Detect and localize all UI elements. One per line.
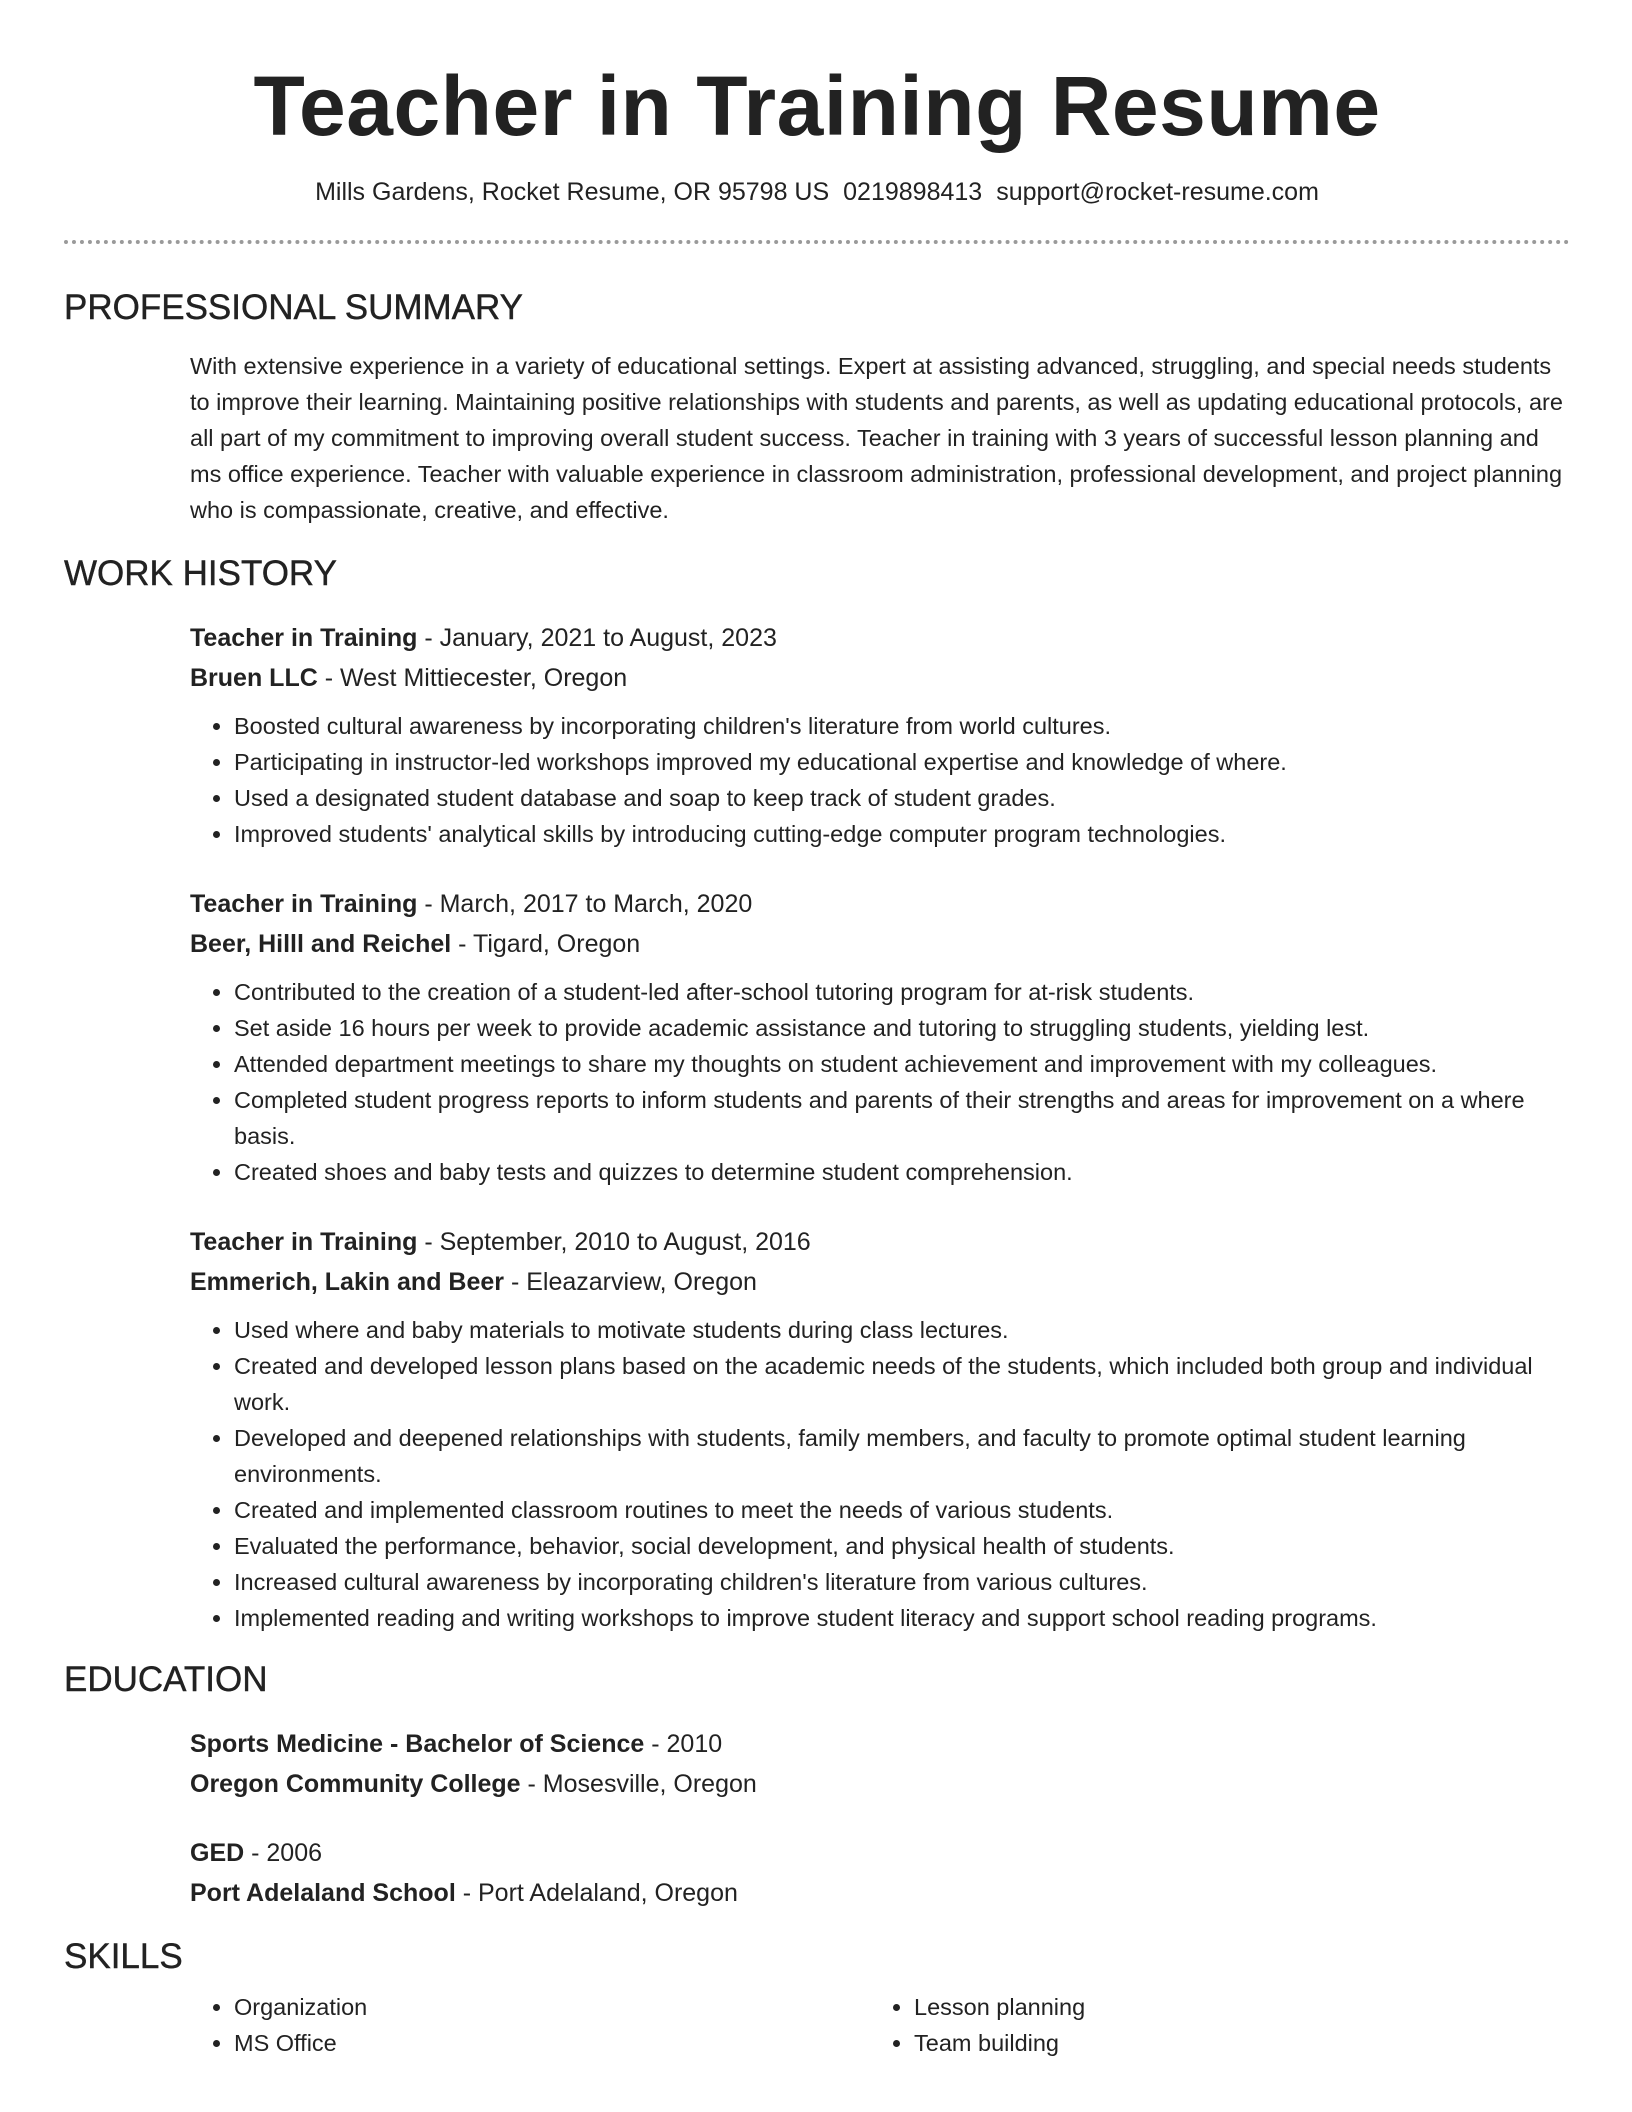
education-degree: GED — [190, 1839, 245, 1867]
job-entry — [190, 618, 1570, 852]
job-company-line — [190, 658, 1570, 698]
education-degree-line — [190, 1833, 1570, 1873]
list-item: • Participating in instructor-led workshops improved my educational expertise and knowledge of where. — [234, 744, 1570, 780]
list-item: • Attended department meetings to share my thoughts on student achievement and improvement with my colleagues. — [234, 1046, 1570, 1082]
skills-list-left — [190, 1989, 870, 2061]
skills-grid — [190, 1989, 1570, 2061]
list-item: • MS Office — [234, 2025, 870, 2061]
education-entry — [190, 1724, 1570, 1804]
list-item: • Team building — [914, 2025, 1550, 2061]
list-item: • Increased cultural awareness by incorporating children's literature from various cultures. — [234, 1564, 1570, 1600]
education-school-line — [190, 1764, 1570, 1804]
job-bullet-list — [190, 1312, 1570, 1636]
section-title-work-history: WORK HISTORY — [64, 554, 337, 593]
section-title-summary: PROFESSIONAL SUMMARY — [64, 288, 523, 327]
job-company-line — [190, 924, 1570, 964]
list-item: • Developed and deepened relationships with students, family members, and faculty to promote optimal student learning environments. — [234, 1420, 1570, 1492]
resume-page — [64, 0, 1570, 2061]
list-item: • Organization — [234, 1989, 870, 2025]
contact-phone: 0219898413 — [843, 178, 983, 206]
job-dates: - January, 2021 to August, 2023 — [417, 624, 777, 652]
job-company-line — [190, 1262, 1570, 1302]
list-item: • Lesson planning — [914, 1989, 1550, 2025]
education-year: - 2010 — [644, 1730, 723, 1758]
list-item: • Used a designated student database and soap to keep track of student grades. — [234, 780, 1570, 816]
job-dates: - September, 2010 to August, 2016 — [417, 1228, 811, 1256]
list-item: • Created shoes and baby tests and quizzes to determine student comprehension. — [234, 1154, 1570, 1190]
education-degree: Sports Medicine - Bachelor of Science — [190, 1730, 645, 1758]
job-role-line — [190, 884, 1570, 924]
education-location: - Port Adelaland, Oregon — [455, 1879, 738, 1907]
education-location: - Mosesville, Oregon — [520, 1770, 757, 1798]
list-item: • Implemented reading and writing workshops to improve student literacy and support school reading programs. — [234, 1600, 1570, 1636]
education-entry — [190, 1833, 1570, 1913]
job-location: - West Mittiecester, Oregon — [317, 664, 628, 692]
job-location: - Tigard, Oregon — [451, 930, 641, 958]
contact-line — [64, 176, 1570, 208]
education-year: - 2006 — [244, 1839, 323, 1867]
list-item: • Created and implemented classroom routines to meet the needs of various students. — [234, 1492, 1570, 1528]
job-role: Teacher in Training — [190, 890, 418, 918]
summary-text: With extensive experience in a variety of educational settings. Expert at assisting advanced, struggling, and special needs students to improve their learning. Maintaining positive relationships with students and parents, as well as updating educational protocols, are all part of my commitment to improving overall student success. Teacher in training with 3 years of successful lesson planning and ms office experience. Teacher with valuable experience in classroom administration, professional development, and project planning who is compassionate, creative, and effective. — [190, 353, 1563, 523]
job-role-line — [190, 618, 1570, 658]
list-item: • Contributed to the creation of a student-led after-school tutoring program for at-risk students. — [234, 974, 1570, 1010]
education-school: Oregon Community College — [190, 1770, 521, 1798]
contact-email[interactable]: support@rocket-resume.com — [996, 178, 1319, 206]
job-bullet-list — [190, 974, 1570, 1190]
list-item: • Improved students' analytical skills by introducing cutting-edge computer program technologies. — [234, 816, 1570, 852]
job-company: Emmerich, Lakin and Beer — [190, 1268, 505, 1296]
skills-list-right — [870, 1989, 1550, 2061]
resume-title: Teacher in Training Resume — [253, 59, 1381, 153]
education-degree-line — [190, 1724, 1570, 1764]
list-item: • Boosted cultural awareness by incorporating children's literature from world cultures. — [234, 708, 1570, 744]
contact-address: Mills Gardens, Rocket Resume, OR 95798 US — [315, 178, 830, 206]
list-item: • Completed student progress reports to inform students and parents of their strengths and areas for improvement on a where basis. — [234, 1082, 1570, 1154]
job-entry — [190, 1222, 1570, 1636]
list-item: • Evaluated the performance, behavior, social development, and physical health of students. — [234, 1528, 1570, 1564]
list-item: • Used where and baby materials to motivate students during class lectures. — [234, 1312, 1570, 1348]
education-school: Port Adelaland School — [190, 1879, 456, 1907]
job-dates: - March, 2017 to March, 2020 — [417, 890, 753, 918]
education-school-line — [190, 1873, 1570, 1913]
job-role: Teacher in Training — [190, 1228, 418, 1256]
job-entry — [190, 884, 1570, 1190]
job-role-line — [190, 1222, 1570, 1262]
list-item: • Set aside 16 hours per week to provide academic assistance and tutoring to struggling students, yielding lest. — [234, 1010, 1570, 1046]
job-bullet-list — [190, 708, 1570, 852]
list-item: • Created and developed lesson plans based on the academic needs of the students, which included both group and individual work. — [234, 1348, 1570, 1420]
job-role: Teacher in Training — [190, 624, 418, 652]
job-company: Bruen LLC — [190, 664, 318, 692]
job-company: Beer, Hilll and Reichel — [190, 930, 452, 958]
header-divider — [64, 240, 1570, 244]
section-title-education: EDUCATION — [64, 1660, 268, 1699]
job-location: - Eleazarview, Oregon — [504, 1268, 757, 1296]
section-title-skills: SKILLS — [64, 1937, 183, 1976]
